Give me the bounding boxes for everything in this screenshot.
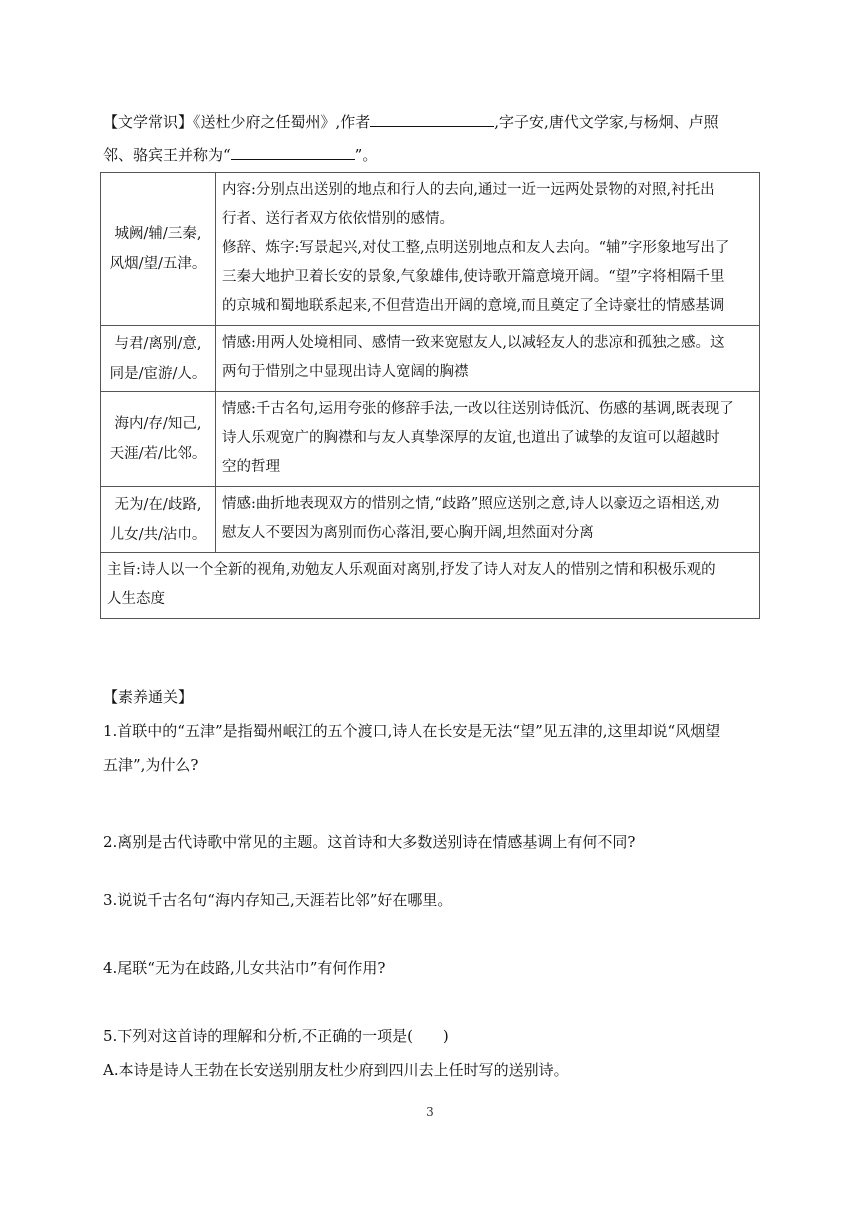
theme-line: 主旨:诗人以一个全新的视角,劝勉友人乐观面对离别,抒发了诗人对友人的惜别之情和积极乐观的 bbox=[107, 562, 716, 578]
verse-cell bbox=[101, 487, 216, 553]
table-row bbox=[101, 392, 760, 487]
analysis-cell bbox=[216, 392, 760, 487]
theme-cell bbox=[101, 553, 760, 619]
analysis-line: 慰友人不要因为离别而伤心落泪,要心胸开阔,坦然面对分离 bbox=[222, 525, 594, 541]
literature-note-head: 【文学常识】《送杜少府之任蜀州》,作者 bbox=[103, 113, 371, 131]
literature-note-line2-head: 邻、骆宾王并称为“ bbox=[103, 146, 231, 164]
literature-note-tail: ,字子安,唐代文学家,与杨炯、卢照 bbox=[494, 113, 719, 131]
verse-cell bbox=[101, 392, 216, 487]
analysis-line: 情感:千古名句,运用夸张的修辞手法,一改以往送别诗低沉、伤感的基调,既表现了 bbox=[222, 401, 734, 417]
analysis-cell bbox=[216, 487, 760, 553]
analysis-line: 情感:曲折地表现双方的惜别之情,“歧路”照应送别之意,诗人以豪迈之语相送,劝 bbox=[222, 496, 720, 512]
verse-line: 天涯/若/比邻。 bbox=[109, 446, 207, 462]
question-4: 4.尾联“无为在歧路,儿女共沾巾”有何作用? bbox=[103, 959, 386, 977]
question-1-line-2: 五津”,为什么? bbox=[103, 756, 199, 774]
verse-line: 同是/宦游/人。 bbox=[109, 365, 207, 382]
analysis-line: 两句于惜别之中显现出诗人宽阔的胸襟 bbox=[222, 364, 469, 380]
question-5-option-a: A.本诗是诗人王勃在长安送别朋友杜少府到四川去上任时写的送别诗。 bbox=[103, 1061, 569, 1079]
table-row bbox=[101, 173, 760, 326]
theme-line: 人生态度 bbox=[107, 591, 165, 607]
table-row-theme bbox=[101, 553, 760, 619]
verse-line: 海内/存/知己, bbox=[114, 416, 202, 432]
analysis-cell bbox=[216, 173, 760, 326]
literature-note-line-1 bbox=[103, 109, 719, 135]
analysis-line: 空的哲理 bbox=[222, 459, 280, 475]
verse-line: 风烟/望/五津。 bbox=[109, 256, 207, 272]
group-name-answer-blank[interactable] bbox=[231, 142, 355, 160]
question-5: 5.下列对这首诗的理解和分析,不正确的一项是( ) bbox=[103, 1027, 449, 1045]
literature-note-line-2 bbox=[103, 142, 377, 168]
section-title: 【素养通关】 bbox=[103, 688, 194, 706]
table-row bbox=[101, 487, 760, 553]
analysis-line: 行者、送行者双方依依惜别的感情。 bbox=[222, 211, 454, 227]
question-3: 3.说说千古名句“海内存知己,天涯若比邻”好在哪里。 bbox=[103, 891, 453, 909]
question-1-line-1: 1.首联中的“五津”是指蜀州岷江的五个渡口,诗人在长安是无法“望”见五津的,这里却说“风烟望 bbox=[103, 722, 721, 740]
analysis-cell bbox=[216, 326, 760, 392]
verse-line: 儿女/共/沾巾。 bbox=[109, 526, 207, 543]
analysis-line: 修辞、炼字:写景起兴,对仗工整,点明送别地点和友人去向。“辅”字形象地写出了 bbox=[222, 240, 730, 256]
table-row bbox=[101, 326, 760, 392]
analysis-line: 的京城和蜀地联系起来,不但营造出开阔的意境,而且奠定了全诗豪壮的情感基调 bbox=[222, 298, 725, 314]
literature-note-line2-tail: ”。 bbox=[354, 146, 378, 164]
poem-analysis-table bbox=[100, 172, 760, 619]
analysis-line: 诗人乐观宽广的胸襟和与友人真挚深厚的友谊,也道出了诚挚的友谊可以超越时 bbox=[222, 430, 720, 446]
analysis-line: 三秦大地护卫着长安的景象,气象雄伟,使诗歌开篇意境开阔。“望”字将相隔千里 bbox=[222, 269, 725, 285]
verse-cell bbox=[101, 326, 216, 392]
verse-cell bbox=[101, 173, 216, 326]
verse-line: 城阙/辅/三秦, bbox=[114, 226, 202, 242]
analysis-line: 内容:分别点出送别的地点和行人的去向,通过一近一远两处景物的对照,衬托出 bbox=[222, 182, 715, 198]
question-2: 2.离别是古代诗歌中常见的主题。这首诗和大多数送别诗在情感基调上有何不同? bbox=[103, 833, 636, 851]
author-answer-blank[interactable] bbox=[370, 109, 494, 127]
verse-line: 与君/离别/意, bbox=[114, 335, 202, 352]
page-number: 3 bbox=[426, 1105, 434, 1119]
verse-line: 无为/在/歧路, bbox=[114, 496, 202, 513]
analysis-line: 情感:用两人处境相同、感情一致来宽慰友人,以减轻友人的悲凉和孤独之感。这 bbox=[222, 335, 725, 351]
